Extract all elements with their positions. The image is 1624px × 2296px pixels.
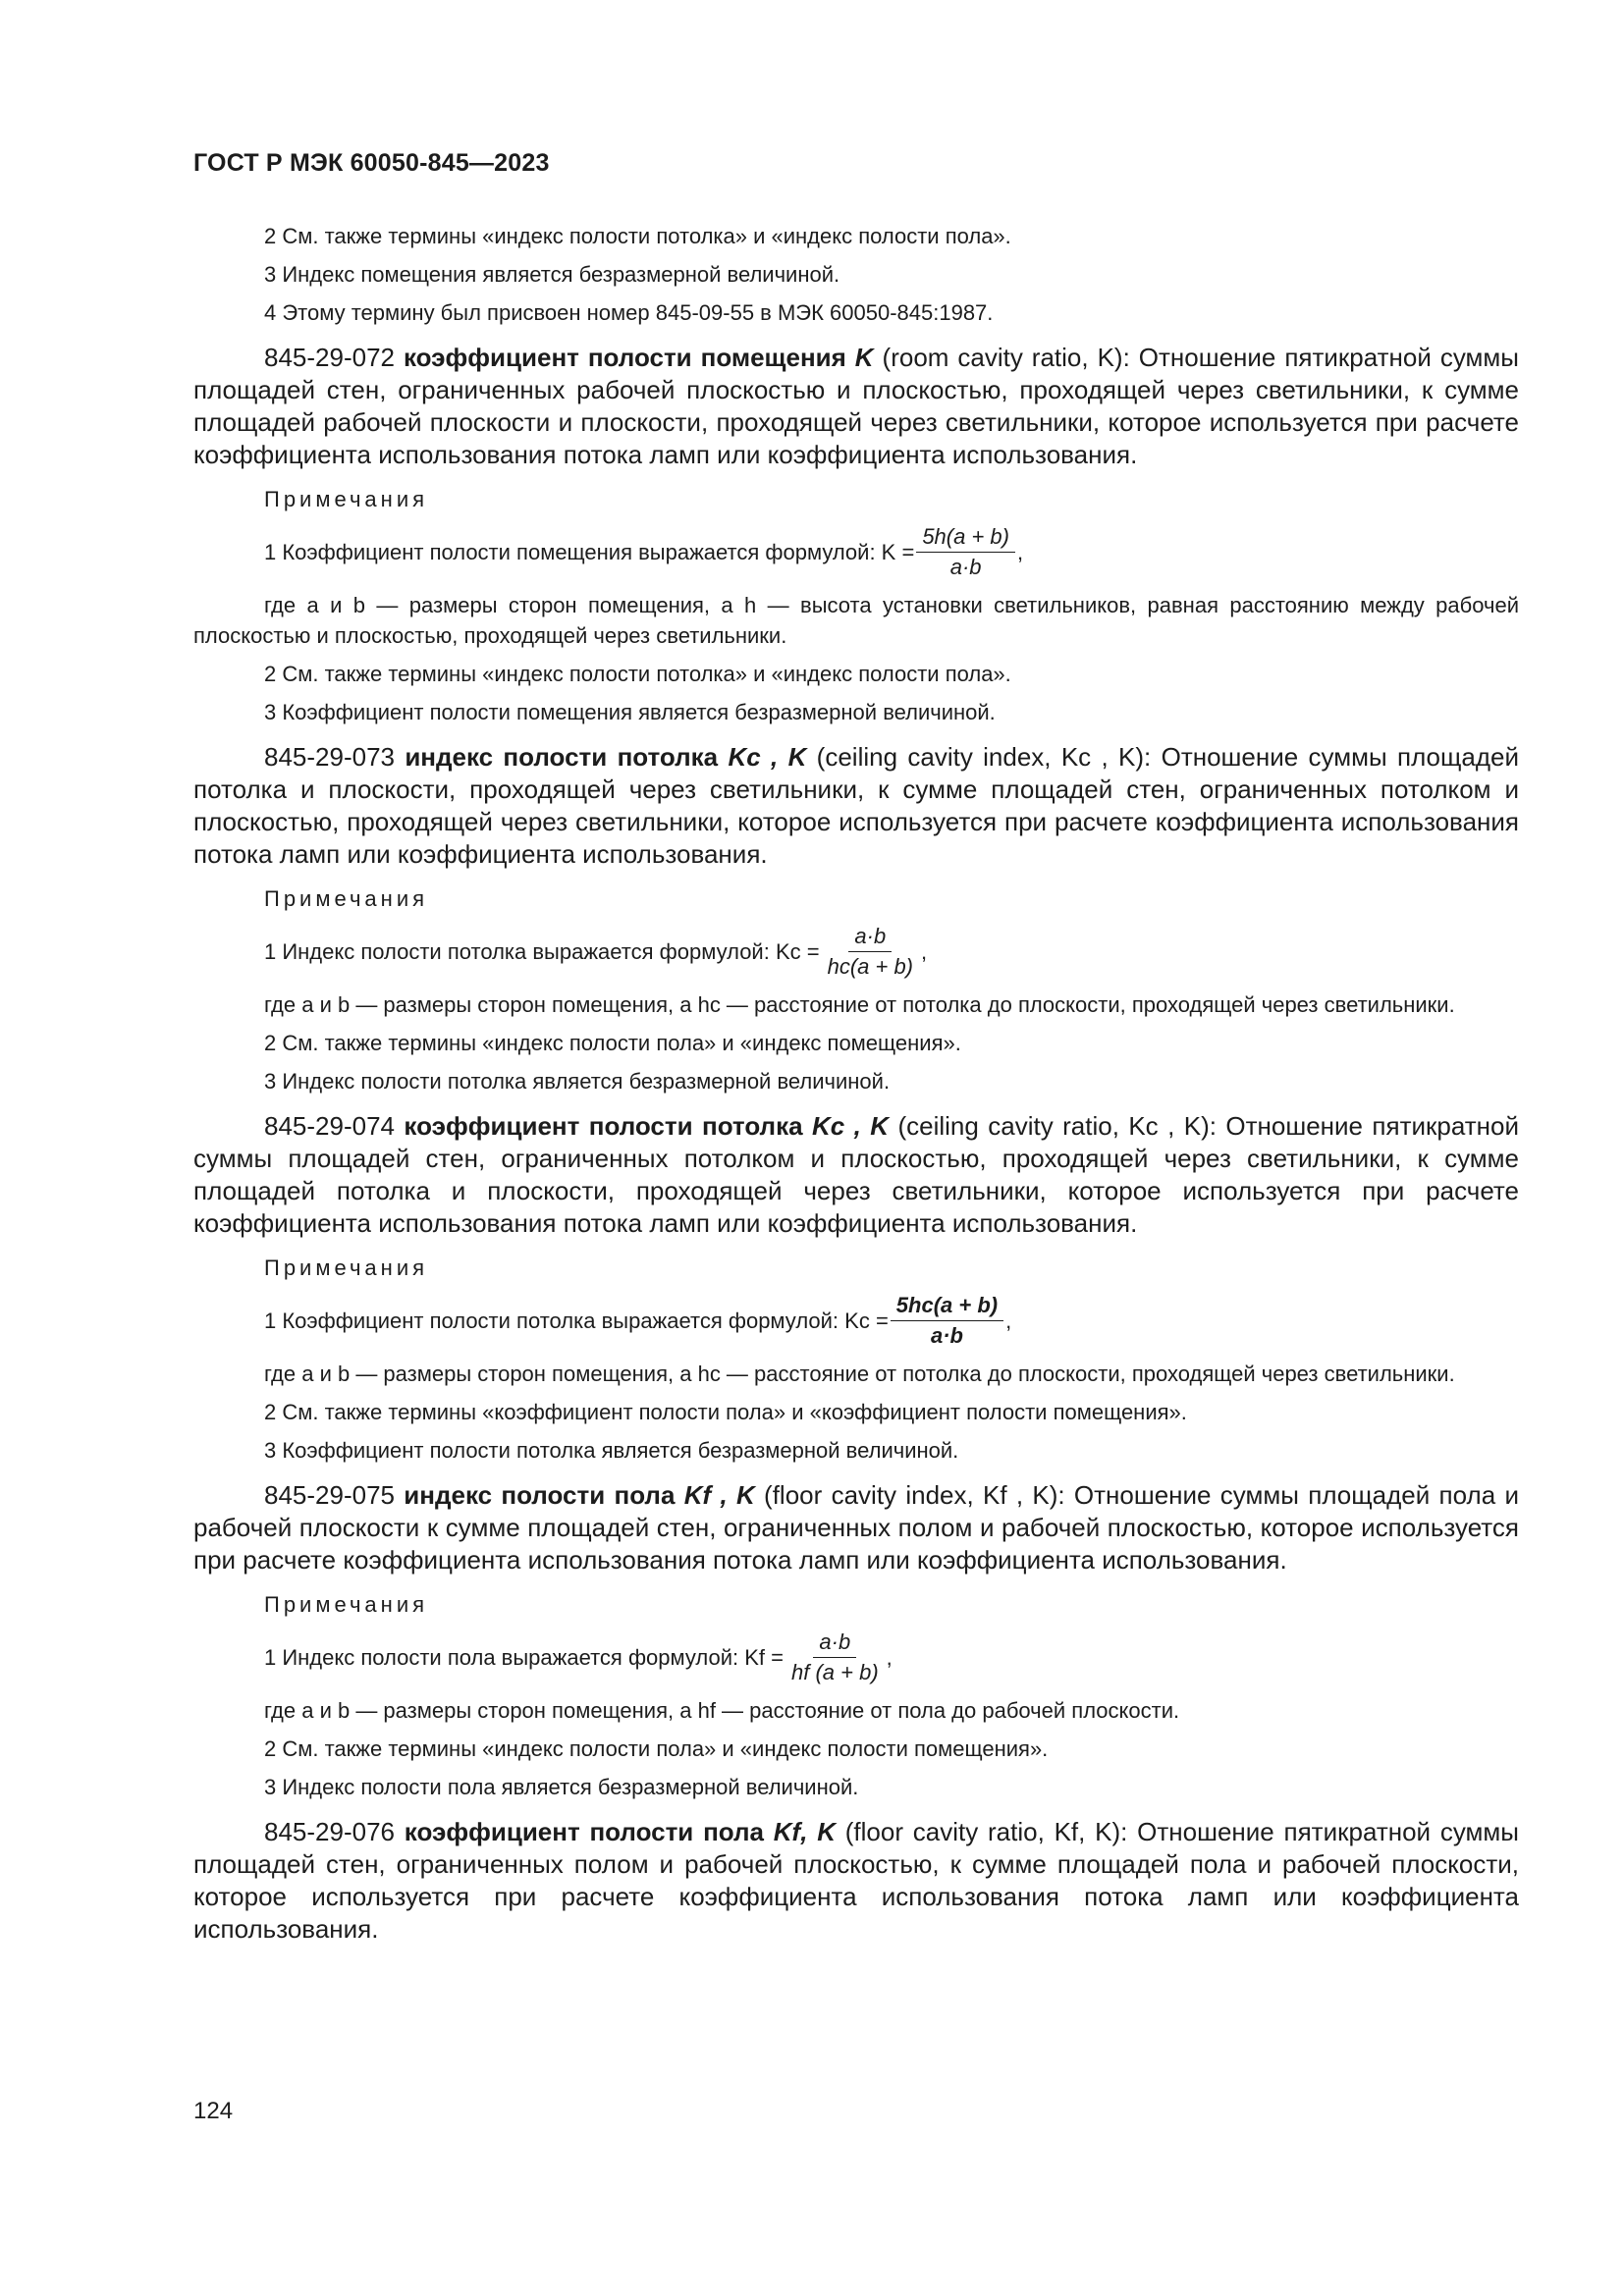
term-definition: Отношение суммы площадей потолка и плоскости, проходящей через светильники, к сумме площадей стен, ограниченных потолком и плоскостью, проходящей через светильники, которое используется при расчете коэффициента использования потока ламп или коэффициента использования.	[193, 742, 1519, 869]
term-symbol: Kc , K	[811, 1111, 890, 1141]
top-note: 2 См. также термины «индекс полости потолка» и «индекс полости пола».	[264, 224, 1011, 248]
page-header: ГОСТ Р МЭК 60050-845—2023	[193, 149, 550, 177]
where-note: где a и b — размеры сторон помещения, а hf — расстояние от пола до рабочей плоскости.	[264, 1698, 1180, 1723]
where-note: где a и b — размеры сторон помещения, а hc — расстояние от потолка до плоскости, проходящей через светильники.	[264, 992, 1455, 1017]
formula-denominator: hc(a + b)	[827, 954, 914, 979]
formula-numerator: a·b	[813, 1629, 856, 1658]
notes-heading: Примечания	[264, 487, 429, 511]
where-note: где a и b — размеры сторон помещения, а hc — расстояние от потолка до плоскости, проходящей через светильники.	[264, 1362, 1455, 1386]
formula-text: 1 Коэффициент полости помещения выражается формулой: K =	[264, 539, 915, 564]
formula-text: 1 Индекс полости пола выражается формулой: Kf =	[264, 1644, 784, 1670]
see-also-note: 2 См. также термины «коэффициент полости пола» и «коэффициент полости помещения».	[264, 1400, 1187, 1424]
term-definition: Отношение суммы площадей пола и рабочей плоскости к сумме площадей стен, ограниченных полом и рабочей плоскостью, которое используется при расчете коэффициента использования потока ламп или коэффициента использования.	[193, 1480, 1519, 1575]
formula-note: 1 Индекс полости потолка выражается формулой: Kc = $\frac{a\cdot b}{hc(a + b)}$ ,	[264, 924, 928, 979]
term-number: 845-29-073	[264, 742, 395, 772]
term-symbol: Kc , K	[728, 742, 807, 772]
term-english: (floor cavity ratio, Kf, K):	[844, 1817, 1128, 1846]
where-note: где a и b — размеры сторон помещения, а h — высота установки светильников, равная расстоянию между рабочей плоскостью и плоскостью, проходящей через светильники.	[193, 593, 1519, 648]
see-also-note: 2 См. также термины «индекс полости пола» и «индекс полости помещения».	[264, 1736, 1049, 1761]
term-definition: Отношение пятикратной суммы площадей стен, ограниченных потолком и плоскостью, проходящей через светильники, к сумме площадей потолка и плоскости, проходящей через светильники, которое используется при расчете коэффициента использования потока ламп или коэффициента использования.	[193, 1111, 1519, 1238]
dimensionless-note: 3 Коэффициент полости помещения является безразмерной величиной.	[264, 700, 996, 724]
formula-denominator: hf (a + b)	[791, 1660, 879, 1684]
term-english: (ceiling cavity ratio, Kc , K):	[897, 1111, 1217, 1141]
notes-heading: Примечания	[264, 1255, 429, 1280]
term-definition: Отношение пятикратной суммы площадей стен, ограниченных рабочей плоскостью и плоскостью, проходящей через светильники, к сумме площадей рабочей плоскости и плоскости, проходящей через светильники, которое используется при расчете коэффициента использования потока ламп или коэффициента использования.	[193, 343, 1519, 469]
term-entry	[193, 1816, 1519, 1946]
term-english: (room cavity ratio, K):	[882, 343, 1130, 372]
formula-note: 1 Коэффициент полости потолка выражается формулой: Kc = $\frac{5hc(a + b)}{a\cdot b}$ ,	[264, 1293, 1012, 1348]
term-english: (floor cavity index, Kf , K):	[764, 1480, 1065, 1510]
formula-denominator: a·b	[930, 1323, 963, 1348]
formula-text: 1 Индекс полости потолка выражается формулой: Kc =	[264, 938, 820, 964]
term-number: 845-29-072	[264, 343, 395, 372]
formula-fraction	[916, 524, 1015, 580]
term-number: 845-29-074	[264, 1111, 395, 1141]
formula-note: 1 Коэффициент полости помещения выражается формулой: K = $\frac{5h(a + b)}{a\cdot b}$ ,	[264, 524, 1024, 579]
formula-fraction	[891, 1293, 1003, 1349]
see-also-note: 2 См. также термины «индекс полости пола» и «индекс помещения».	[264, 1031, 961, 1055]
formula-numerator: 5hc(a + b)	[891, 1293, 1003, 1321]
term-name: коэффициент полости пола	[404, 1817, 764, 1846]
formula-denominator: a·b	[949, 555, 982, 579]
term-definition: Отношение пятикратной суммы площадей стен, ограниченных полом и рабочей плоскостью, к сумме площадей пола и рабочей плоскости, которое используется при расчете коэффициента использования потока ламп или коэффициента использования.	[193, 1817, 1519, 1944]
term-entry	[193, 741, 1519, 871]
term-entry	[193, 1110, 1519, 1240]
page-number: 124	[193, 2098, 234, 2124]
notes-heading: Примечания	[264, 886, 429, 911]
top-note: 4 Этому термину был присвоен номер 845-09-55 в МЭК 60050-845:1987.	[264, 300, 994, 325]
term-entry	[193, 1479, 1519, 1576]
page-content	[193, 221, 1519, 1961]
formula-numerator: 5h(a + b)	[916, 524, 1015, 553]
term-number: 845-29-075	[264, 1480, 395, 1510]
term-name: индекс полости пола	[404, 1480, 676, 1510]
term-name: индекс полости потолка	[405, 742, 719, 772]
term-symbol: Kf , K	[683, 1480, 755, 1510]
term-name: коэффициент полости помещения	[403, 343, 846, 372]
term-symbol: K	[854, 343, 874, 372]
dimensionless-note: 3 Коэффициент полости потолка является безразмерной величиной.	[264, 1438, 959, 1463]
top-note: 3 Индекс помещения является безразмерной величиной.	[264, 262, 840, 287]
notes-heading: Примечания	[264, 1592, 429, 1617]
see-also-note: 2 См. также термины «индекс полости потолка» и «индекс полости пола».	[264, 662, 1011, 686]
term-number: 845-29-076	[264, 1817, 395, 1846]
term-name: коэффициент полости потолка	[404, 1111, 803, 1141]
formula-text: 1 Коэффициент полости потолка выражается формулой: Kc =	[264, 1308, 889, 1333]
formula-numerator: a·b	[848, 924, 892, 952]
dimensionless-note: 3 Индекс полости пола является безразмерной величиной.	[264, 1775, 859, 1799]
term-english: (ceiling cavity index, Kc , K):	[816, 742, 1152, 772]
term-symbol: Kf, K	[773, 1817, 836, 1846]
term-entry	[193, 342, 1519, 471]
formula-fraction	[785, 1629, 885, 1685]
dimensionless-note: 3 Индекс полости потолка является безразмерной величиной.	[264, 1069, 891, 1094]
formula-note: 1 Индекс полости пола выражается формулой: Kf = $\frac{a\cdot b}{hf (a + b)}$ ,	[264, 1629, 893, 1684]
formula-fraction	[822, 924, 919, 980]
